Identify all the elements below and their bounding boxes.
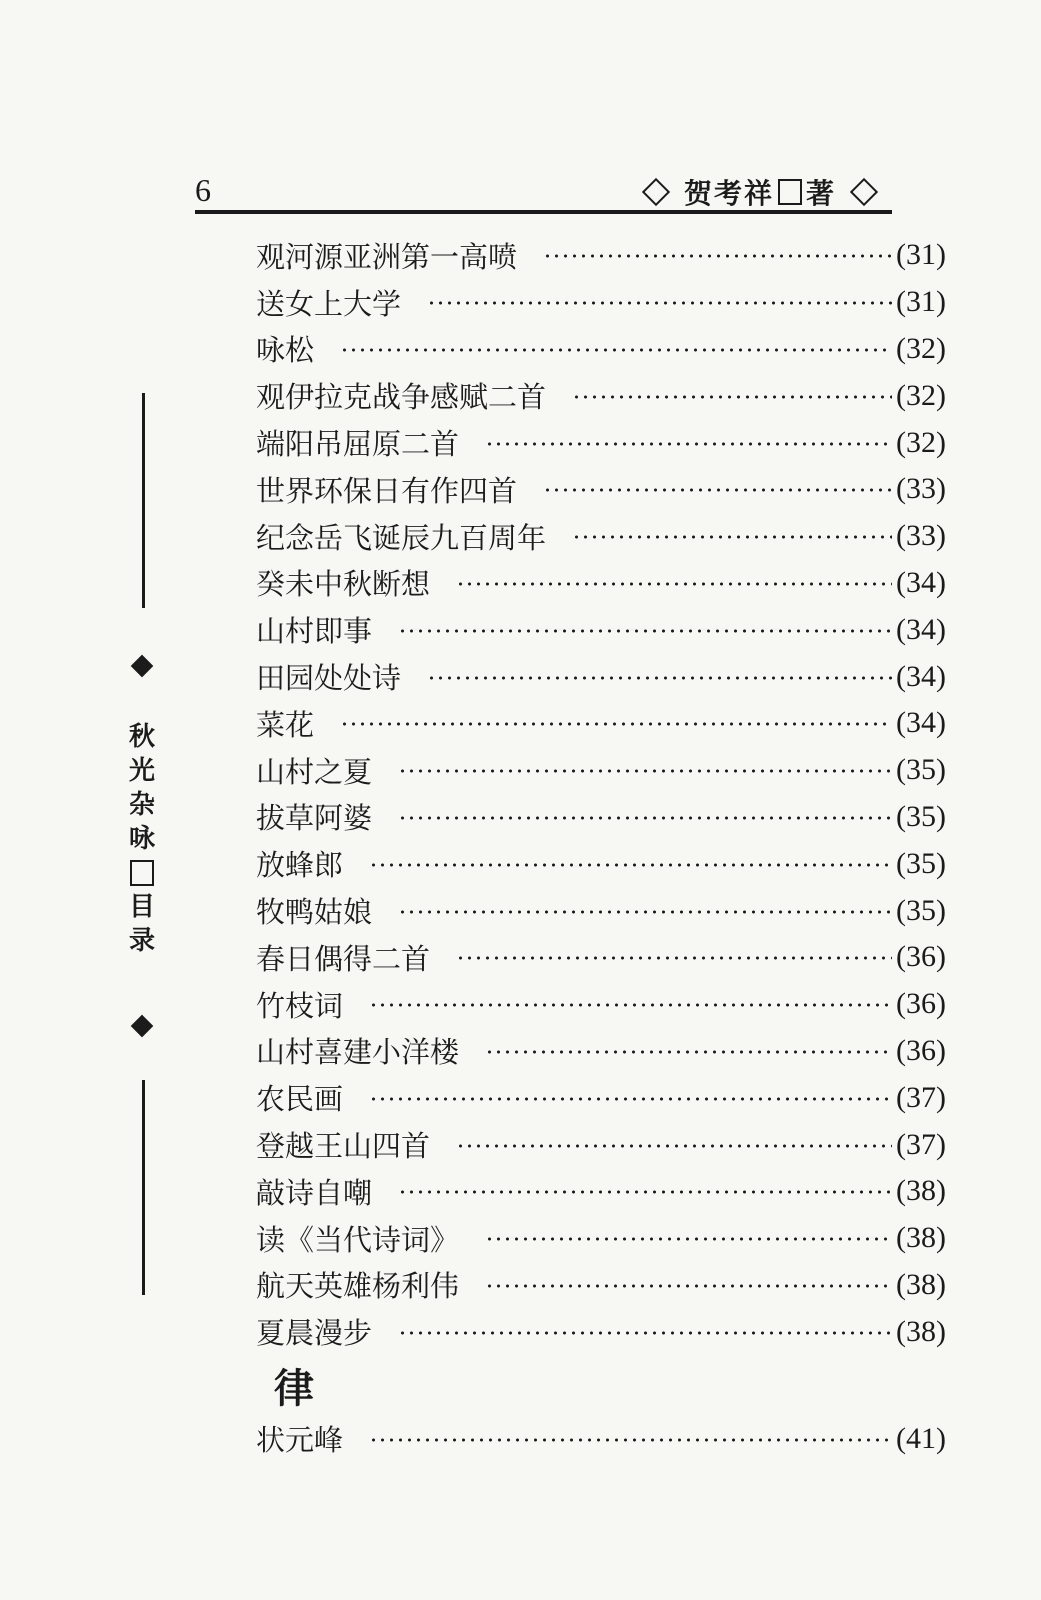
toc-entry-page: (35) [896, 893, 946, 927]
dot-leader [485, 441, 892, 447]
dot-leader [369, 1002, 892, 1008]
dot-leader [485, 1236, 892, 1242]
dot-leader [427, 675, 892, 681]
toc-entry [256, 981, 946, 1028]
box-separator-icon [130, 860, 154, 886]
dot-leader [572, 534, 892, 540]
toc-entry [256, 606, 946, 653]
toc-entry [256, 1168, 946, 1215]
dot-leader [369, 862, 892, 868]
toc-entry-title: 送女上大学 [256, 286, 402, 321]
toc-entry-title: 春日偶得二首 [256, 941, 431, 976]
section-heading: 律 [274, 1364, 314, 1412]
toc-entry [256, 1262, 946, 1309]
toc-entry [256, 747, 946, 794]
side-vertical-line [142, 1080, 145, 1295]
toc-entry-title: 夏晨漫步 [256, 1316, 373, 1351]
page-number: 6 [195, 172, 211, 208]
side-title-char: 秋 [128, 722, 155, 752]
toc-entry-page: (38) [896, 1267, 946, 1301]
dot-leader [398, 768, 892, 774]
toc-entry-page: (34) [896, 565, 946, 599]
dot-leader [398, 1330, 892, 1336]
toc-entry [256, 279, 946, 326]
header-rule [195, 210, 892, 214]
toc-entry [256, 466, 946, 513]
toc-entry [256, 326, 946, 373]
dot-leader [398, 628, 892, 634]
toc-entry-title: 状元峰 [256, 1423, 344, 1458]
box-separator-icon [778, 179, 802, 205]
toc-entry [256, 1308, 946, 1355]
toc-entry-title: 癸未中秋断想 [256, 567, 431, 602]
toc-entry-title: 竹枝词 [256, 988, 344, 1023]
toc-entry [256, 419, 946, 466]
toc-entry [256, 1415, 946, 1462]
toc-entry-page: (31) [896, 238, 946, 272]
dot-leader [340, 347, 892, 353]
running-header [628, 172, 892, 212]
side-book-title [124, 720, 160, 958]
diamond-outline-icon [642, 178, 670, 206]
toc-entry-title: 观河源亚洲第一高喷 [256, 239, 518, 274]
toc-entry-page: (37) [896, 1127, 946, 1161]
toc-entry [256, 700, 946, 747]
toc-entry-title: 读《当代诗词》 [256, 1222, 460, 1257]
toc-entry [256, 1121, 946, 1168]
toc-entry-page: (32) [896, 378, 946, 412]
toc-entry-title: 航天英雄杨利伟 [256, 1269, 460, 1304]
toc-entry-title: 田园处处诗 [256, 661, 402, 696]
toc-entry [256, 1028, 946, 1075]
toc-entry-page: (33) [896, 472, 946, 506]
toc-entry-title: 敲诗自嘲 [256, 1175, 373, 1210]
toc-entry-title: 农民画 [256, 1082, 344, 1117]
dot-leader [572, 394, 892, 400]
side-title-char: 目 [128, 892, 155, 922]
toc-entry-title: 山村喜建小洋楼 [256, 1035, 460, 1070]
toc-entry-page: (35) [896, 799, 946, 833]
toc-entry-page: (37) [896, 1080, 946, 1114]
toc-entry-title: 菜花 [256, 707, 315, 742]
author-suffix: 著 [805, 177, 836, 210]
dot-leader [340, 721, 892, 727]
toc-entry-title: 登越王山四首 [256, 1129, 431, 1164]
toc-entry-page: (33) [896, 519, 946, 553]
toc-entry-page: (34) [896, 612, 946, 646]
side-vertical-line [142, 393, 145, 608]
toc-entry-title: 放蜂郎 [256, 848, 344, 883]
toc-entry-page: (31) [896, 285, 946, 319]
toc-entry-page: (38) [896, 1314, 946, 1348]
diamond-outline-icon [850, 178, 878, 206]
side-title-char: 杂 [128, 790, 155, 820]
toc-entry-title: 咏松 [256, 333, 315, 368]
toc-entry-page: (35) [896, 753, 946, 787]
diamond-filled-icon [131, 655, 154, 678]
toc-entry-title: 牧鸭姑娘 [256, 895, 373, 930]
toc-entry-page: (38) [896, 1174, 946, 1208]
toc-entry-page: (38) [896, 1221, 946, 1255]
toc-entry-page: (35) [896, 846, 946, 880]
page-header [195, 168, 892, 212]
dot-leader [398, 815, 892, 821]
toc-entry [256, 794, 946, 841]
toc-entry-page: (41) [896, 1421, 946, 1455]
dot-leader [398, 909, 892, 915]
toc-entry-page: (34) [896, 706, 946, 740]
table-of-contents [256, 232, 946, 1462]
dot-leader [427, 300, 892, 306]
side-title-char: 咏 [128, 824, 155, 854]
toc-entry-page: (36) [896, 940, 946, 974]
toc-entry-title: 端阳吊屈原二首 [256, 427, 460, 462]
toc-entry [256, 840, 946, 887]
toc-entry-title: 观伊拉克战争感赋二首 [256, 380, 547, 415]
toc-entry-page: (36) [896, 1033, 946, 1067]
toc-entry-title: 山村即事 [256, 614, 373, 649]
toc-entry [256, 1074, 946, 1121]
dot-leader [369, 1096, 892, 1102]
toc-entry-title: 拔草阿婆 [256, 801, 373, 836]
toc-entry [256, 232, 946, 279]
dot-leader [398, 1189, 892, 1195]
dot-leader [543, 253, 892, 259]
dot-leader [369, 1437, 892, 1443]
diamond-filled-icon [131, 1015, 154, 1038]
toc-entry-page: (34) [896, 659, 946, 693]
toc-entry-page: (32) [896, 425, 946, 459]
toc-entry-title: 纪念岳飞诞辰九百周年 [256, 520, 547, 555]
side-title-char: 光 [128, 756, 155, 786]
toc-entry [256, 653, 946, 700]
dot-leader [543, 487, 892, 493]
dot-leader [485, 1049, 892, 1055]
toc-entry [256, 372, 946, 419]
toc-entry [256, 887, 946, 934]
toc-entry-title: 世界环保日有作四首 [256, 473, 518, 508]
side-title-char: 录 [128, 926, 155, 956]
toc-entry-page: (36) [896, 987, 946, 1021]
dot-leader [485, 1283, 892, 1289]
dot-leader [456, 581, 892, 587]
toc-entry [256, 560, 946, 607]
dot-leader [456, 955, 892, 961]
toc-entry-page: (32) [896, 331, 946, 365]
toc-entry [256, 513, 946, 560]
toc-entry-title: 山村之夏 [256, 754, 373, 789]
author-name: 贺考祥 [683, 177, 774, 210]
toc-entry [256, 934, 946, 981]
dot-leader [456, 1143, 892, 1149]
toc-entry [256, 1215, 946, 1262]
